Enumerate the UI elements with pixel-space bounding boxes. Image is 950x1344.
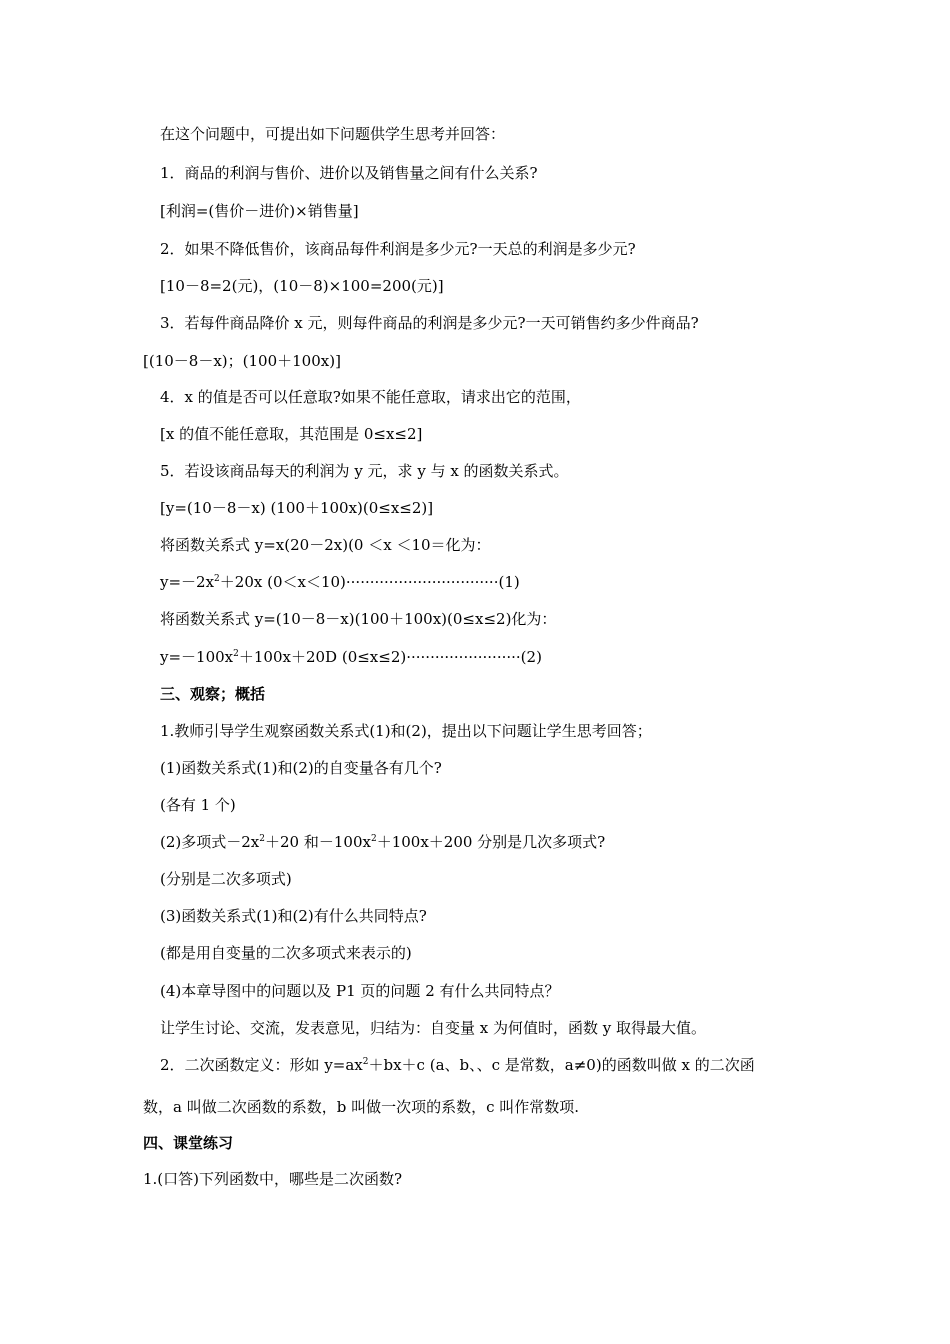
definition-line-1: 2．二次函数定义：形如 $y=ax^2+bx+c$ (a、b、、c 是常数，a≠0)的函数叫做 x 的二次函 bbox=[160, 1056, 755, 1074]
equation-2: $y=-100x^2+100x+20D$ (0≤x≤2)························(2) bbox=[160, 648, 542, 666]
observe-answer-3: (都是用自变量的二次多项式来表示的) bbox=[160, 944, 412, 962]
section-heading-4: 四、课堂练习 bbox=[143, 1134, 234, 1152]
answer-1: [利润=(售价－进价)×销售量] bbox=[160, 202, 359, 220]
summary-text: 让学生讨论、交流，发表意见，归结为：自变量 x 为何值时，函数 y 取得最大值。 bbox=[160, 1019, 707, 1037]
answer-3: [(10－8－x)；(100＋100x)] bbox=[143, 352, 341, 370]
answer-4: [x 的值不能任意取，其范围是 0≤x≤2] bbox=[160, 425, 423, 443]
observe-answer-1: (各有 1 个) bbox=[160, 796, 236, 814]
observe-question-2: (2)多项式$-2x^2+20$ 和$-100x^2+100x+200$ 分别是几次多项式? bbox=[160, 833, 606, 851]
answer-2: [10－8=2(元)，(10－8)×100=200(元)] bbox=[160, 277, 444, 295]
intro-text: 在这个问题中，可提出如下问题供学生思考并回答： bbox=[160, 125, 506, 143]
section-heading-3: 三、观察；概括 bbox=[160, 685, 266, 703]
observe-question-1: (1)函数关系式(1)和(2)的自变量各有几个? bbox=[160, 759, 442, 777]
question-4: 4．x 的值是否可以任意取?如果不能任意取，请求出它的范围， bbox=[160, 388, 581, 406]
question-1: 1．商品的利润与售价、进价以及销售量之间有什么关系? bbox=[160, 164, 538, 182]
conversion-2: 将函数关系式 y=(10－8－x)(100＋100x)(0≤x≤2)化为： bbox=[160, 610, 557, 628]
question-3: 3．若每件商品降价 x 元，则每件商品的利润是多少元?一天可销售约多少件商品? bbox=[160, 314, 699, 332]
observe-answer-2: (分别是二次多项式) bbox=[160, 870, 292, 888]
question-2: 2．如果不降低售价，该商品每件利润是多少元?一天总的利润是多少元? bbox=[160, 240, 636, 258]
definition-line-2: 数，a 叫做二次函数的系数，b 叫做一次项的系数，c 叫作常数项. bbox=[143, 1098, 580, 1116]
answer-5: [y=(10－8－x) (100＋100x)(0≤x≤2)] bbox=[160, 499, 434, 517]
exercise-1: 1.(口答)下列函数中，哪些是二次函数? bbox=[143, 1170, 403, 1188]
equation-1: $y=-2x^2+20x$ (0＜x＜10)································(1) bbox=[160, 573, 520, 591]
observe-question-4: (4)本章导图中的问题以及 P1 页的问题 2 有什么共同特点？ bbox=[160, 982, 560, 1000]
question-5: 5．若设该商品每天的利润为 y 元，求 y 与 x 的函数关系式。 bbox=[160, 462, 569, 480]
observe-intro: 1.教师引导学生观察函数关系式(1)和(2)，提出以下问题让学生思考回答； bbox=[160, 722, 652, 740]
observe-question-3: (3)函数关系式(1)和(2)有什么共同特点? bbox=[160, 907, 427, 925]
conversion-1: 将函数关系式 y=x(20－2x)(0 ＜x ＜10＝化为： bbox=[160, 536, 491, 554]
